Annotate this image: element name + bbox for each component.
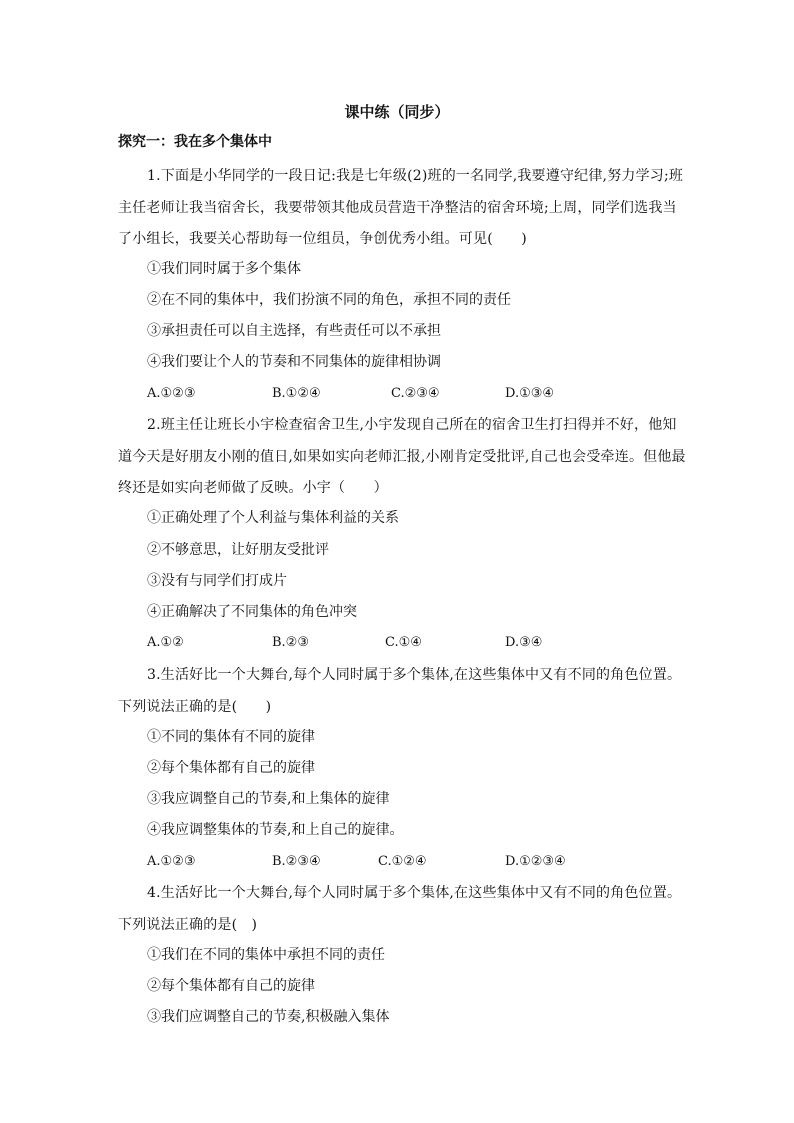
question-3-choice-c: C.①②④ bbox=[378, 854, 427, 869]
question-3-stem: 3.生活好比一个大舞台,每个人同时属于多个集体,在这些集体中又有不同的角色位置。下列说法正确的是( ) bbox=[118, 667, 682, 715]
question-2-option-3: ③没有与同学们打成片 bbox=[147, 573, 287, 589]
question-2-stem: 2.班主任让班长小宇检查宿舍卫生,小宇发现自己所在的宿舍卫生打扫得并不好，他知道今天是好朋友小刚的值日,如果如实向老师汇报,小刚肯定受批评,自己也会受牵连。但他最终还是如实向老师做了反映。小宇（ ） bbox=[118, 417, 686, 496]
section-heading: 探究一：我在多个集体中 bbox=[118, 134, 272, 150]
question-2-choice-c: C.①④ bbox=[385, 635, 422, 650]
question-2-choice-d: D.③④ bbox=[505, 635, 543, 650]
question-3-choice-a: A.①②③ bbox=[147, 854, 196, 869]
question-1-option-1: ①我们同时属于多个集体 bbox=[147, 261, 301, 277]
question-3-choice-d: D.①②③④ bbox=[505, 854, 566, 869]
question-3-option-1: ①不同的集体有不同的旋律 bbox=[147, 729, 315, 745]
question-1-stem: 1.下面是小华同学的一段日记:我是七年级(2)班的一名同学,我要遵守纪律,努力学习;班主任老师让我当宿舍长，我要带领其他成员营造干净整洁的宿舍环境;上周，同学们选我当了小组长，我要关心帮助每一位组员，争创优秀小组。可见( ) bbox=[118, 168, 684, 247]
question-2-option-4: ④正确解决了不同集体的角色冲突 bbox=[147, 604, 357, 620]
question-4-option-2: ②每个集体都有自己的旋律 bbox=[147, 978, 315, 994]
question-1-choice-c: C.②③④ bbox=[391, 386, 440, 401]
question-4-option-1: ①我们在不同的集体中承担不同的责任 bbox=[147, 947, 385, 963]
question-3-choice-b: B.②③④ bbox=[272, 854, 321, 869]
question-4-option-3: ③我们应调整自己的节奏,积极融入集体 bbox=[147, 1009, 390, 1025]
question-2-option-1: ①正确处理了个人利益与集体利益的关系 bbox=[147, 510, 399, 526]
question-1-choice-a: A.①②③ bbox=[147, 386, 196, 401]
question-3-option-4: ④我应调整集体的节奏,和上自己的旋律。 bbox=[147, 822, 404, 838]
question-3-option-2: ②每个集体都有自己的旋律 bbox=[147, 760, 315, 776]
question-1-choice-b: B.①②④ bbox=[272, 386, 321, 401]
question-3-option-3: ③我应调整自己的节奏,和上集体的旋律 bbox=[147, 791, 390, 807]
question-2-option-2: ②不够意思，让好朋友受批评 bbox=[147, 542, 329, 558]
question-1-option-3: ③承担责任可以自主选择，有些责任可以不承担 bbox=[147, 323, 441, 339]
question-1-choice-d: D.①③④ bbox=[505, 386, 555, 401]
question-2-choice-a: A.①② bbox=[147, 635, 184, 650]
question-2-choice-b: B.②③ bbox=[272, 635, 309, 650]
question-1-option-2: ②在不同的集体中，我们扮演不同的角色，承担不同的责任 bbox=[147, 292, 511, 308]
question-4-stem: 4.生活好比一个大舞台,每个人同时属于多个集体,在这些集体中又有不同的角色位置。下列说法正确的是( ) bbox=[118, 885, 682, 933]
question-1-option-4: ④我们要让个人的节奏和不同集体的旋律相协调 bbox=[147, 354, 441, 370]
page-title: 课中练（同步） bbox=[344, 103, 450, 121]
